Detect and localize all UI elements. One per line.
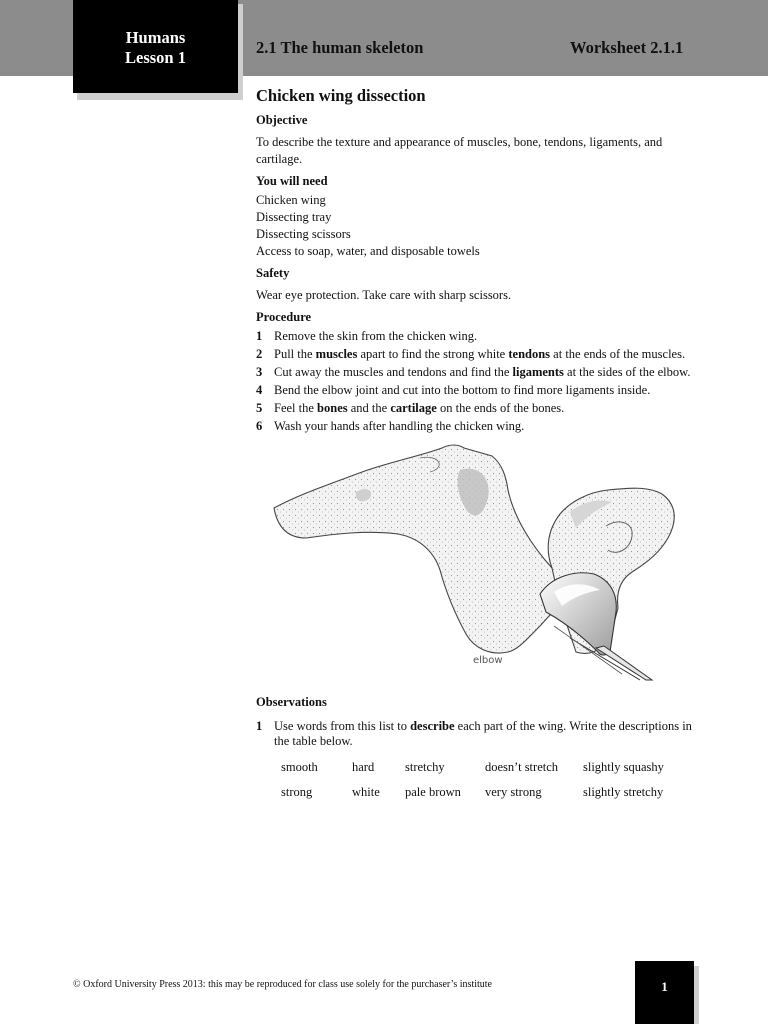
safety-text: Wear eye protection. Take care with sharp scissors. [256,288,512,302]
word-cell: strong [281,785,313,799]
equipment-list [256,192,696,260]
copyright-footer: © Oxford University Press 2013: this may be reproduced for class use solely for the purchaser’s institute [73,979,492,990]
procedure-step: 2 Pull the muscles apart to find the strong white tendons at the ends of the muscles. [256,347,686,361]
wing-upper-section [274,445,562,653]
word-cell: slightly stretchy [583,785,664,799]
objective-heading: Objective [256,113,308,127]
equipment-item: Access to soap, water, and disposable towels [256,244,480,258]
elbow-label: elbow [473,655,503,666]
keyword: bones [317,401,348,415]
equipment-item: Dissecting scissors [256,227,351,241]
step-number: 3 [256,365,263,379]
word-row [281,784,664,809]
lesson-label: Lesson 1 [125,48,186,67]
bone [596,646,652,680]
question-number: 1 [256,719,263,733]
subject-label: Humans [125,28,186,47]
step-number: 2 [256,347,263,361]
worksheet-content [256,86,696,809]
page-number: 1 [635,961,694,1024]
you-will-need-heading: You will need [256,174,328,188]
procedure-step: 1 Remove the skin from the chicken wing. [256,329,478,343]
word-cell: slightly squashy [583,760,664,774]
step-number: 6 [256,419,263,433]
worksheet-number: Worksheet 2.1.1 [570,38,684,57]
chicken-wing-figure [270,442,690,686]
keyword: cartilage [390,401,437,415]
word-cell: smooth [281,760,318,774]
word-row [281,759,664,784]
step-number: 4 [256,383,263,397]
procedure-step: 6 Wash your hands after handling the chicken wing. [256,419,525,433]
keyword: ligaments [512,365,564,379]
procedure-step: 4 Bend the elbow joint and cut into the bottom to find more ligaments inside. [256,383,651,397]
objective-text: To describe the texture and appearance of muscles, bone, tendons, ligaments, and cartilage. [256,135,663,166]
procedure-heading: Procedure [256,310,312,324]
word-cell: pale brown [405,785,461,799]
equipment-item: Chicken wing [256,193,326,207]
keyword: muscles [315,347,358,361]
procedure-list [256,329,696,434]
lesson-box [73,0,238,93]
unit-title: 2.1 The human skeleton [256,38,424,57]
keyword: tendons [508,347,551,361]
page-title: Chicken wing dissection [256,86,426,105]
step-number: 1 [256,329,263,343]
word-cell: hard [352,760,375,774]
procedure-step: 3 Cut away the muscles and tendons and find the ligaments at the sides of the elbow. [256,365,691,379]
step-number: 5 [256,401,263,415]
word-cell: white [352,785,380,799]
observations-list [256,719,696,749]
word-cell: doesn’t stretch [485,760,559,774]
procedure-step: 5 Feel the bones and the cartilage on the ends of the bones. [256,401,565,415]
word-cell: stretchy [405,760,445,774]
equipment-item: Dissecting tray [256,210,332,224]
observations-heading: Observations [256,695,327,709]
word-list [281,759,664,809]
chicken-wing-illustration [270,442,690,686]
word-cell: very strong [485,785,542,799]
keyword: describe [410,719,455,733]
safety-heading: Safety [256,266,290,280]
observation-question: 1 Use words from this list to describe each part of the wing. Write the descriptions in the table below. [256,719,692,748]
